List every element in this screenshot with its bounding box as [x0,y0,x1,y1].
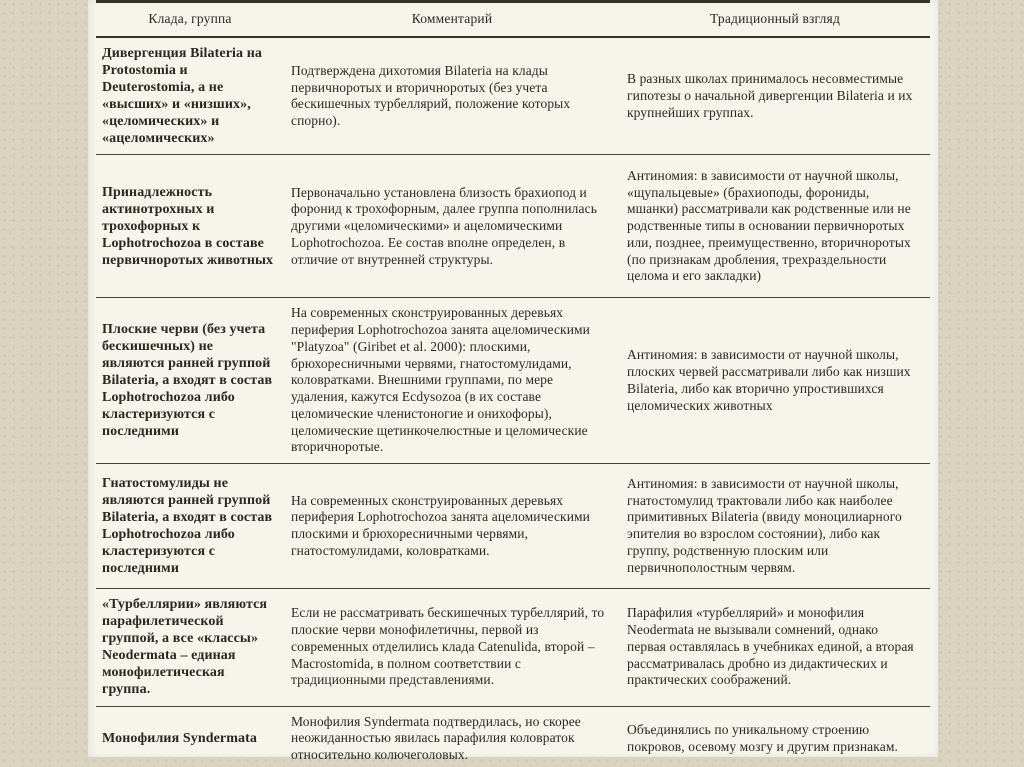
clade-cell: «Турбеллярии» являются парафилетической группой, а все «классы» Neodermata – единая монофилетическая группа. [96,589,284,706]
comment-cell: Первоначально установлена близость брахиопод и форонид к трохофорным, далее группа пополнилась другими «целомическими» и ацеломическими Lophotrochozoa. Ее состав вполне определен, в отличие от внутренней структуры. [284,155,620,298]
table-row [96,464,930,589]
comment-cell: На современных сконструированных деревьях периферия Lophotrochozoa занята ацеломическими "Platyzoa" (Giribet et al. 2000): плоскими, брюхоресничными червями, гнатостомулидами, коловратками. Внешними группами, по мере удаления, кажутся Ecdysozoa (в их составе целомические членистоногие и онихофоры), целомические щетинкочелюстные и целомические вторичноротые. [284,298,620,464]
clade-cell: Принадлежность актинотрохных и трохофорных к Lophotrochozoa в составе первичноротых животных [96,155,284,298]
column-header-comment: Комментарий [284,2,620,38]
table-row [96,589,930,706]
header-row [96,2,930,38]
traditional-view-cell: В разных школах принималось несовместимые гипотезы о начальной дивергенции Bilateria и их крупнейших группах. [620,37,930,155]
column-header-traditional-view: Традиционный взгляд [620,2,930,38]
traditional-view-cell: Антиномия: в зависимости от научной школы, «щупальцевые» (брахиоподы, форониды, мшанки) рассматривали как родственные или не родственные типы в основании первичноротых или, позднее, преимущественно, вторичноротых (по признакам дробления, трехраздельности целома и его закладки) [620,155,930,298]
phylogeny-comparison-table [96,0,930,767]
comment-cell: Если не рассматривать бескишечных турбеллярий, то плоские черви монофилетичны, первой из современных отделились клада Catenulida, второй – Macrostomida, в полном соответствии с традиционными представлениями. [284,589,620,706]
traditional-view-cell: Парафилия «турбеллярий» и монофилия Neodermata не вызывали сомнений, однако первая оставлялась в учебниках единой, а вторая рассматривалась дробно из дидактических и практических соображений. [620,589,930,706]
comment-cell: Подтверждена дихотомия Bilateria на клады первичноротых и вторичноротых (без учета бескишечных турбеллярий, положение которых спорно). [284,37,620,155]
table-card [88,0,938,763]
table-row [96,155,930,298]
traditional-view-cell: Антиномия: в зависимости от научной школы, гнатостомулид трактовали либо как наиболее примитивных Bilateria (ввиду моноцилиарного эпителия во взрослом состоянии), либо как группу, родственную плоским или первичнополостным червям. [620,464,930,589]
comment-cell: Монофилия Syndermata подтвердилась, но скорее неожиданностью явилась парафилия коловраток относительно колючеголовых. [284,706,620,767]
traditional-view-cell: Объединялись по уникальному строению покровов, осевому мозгу и другим признакам. [620,706,930,767]
column-header-clade: Клада, группа [96,2,284,38]
clade-cell: Плоские черви (без учета бескишечных) не являются ранней группой Bilateria, а входят в состав Lophotrochozoa либо кластеризуются с последними [96,298,284,464]
traditional-view-cell: Антиномия: в зависимости от научной школы, плоских червей рассматривали либо как низших Bilateria, либо как вторично упростившихся целомических животных [620,298,930,464]
clade-cell: Дивергенция Bilateria на Protostomia и Deuterostomia, а не «высших» и «низших», «целомических» и «ацеломических» [96,37,284,155]
clade-cell: Гнатостомулиды не являются ранней группой Bilateria, а входят в состав Lophotrochozoa либо кластеризуются с последними [96,464,284,589]
table-row [96,37,930,155]
table-row [96,706,930,767]
clade-cell: Монофилия Syndermata [96,706,284,767]
comment-cell: На современных сконструированных деревьях периферия Lophotrochozoa занята ацеломическими плоскими и брюхоресничными червями, гнатостомулидами, коловратками. [284,464,620,589]
table-row [96,298,930,464]
